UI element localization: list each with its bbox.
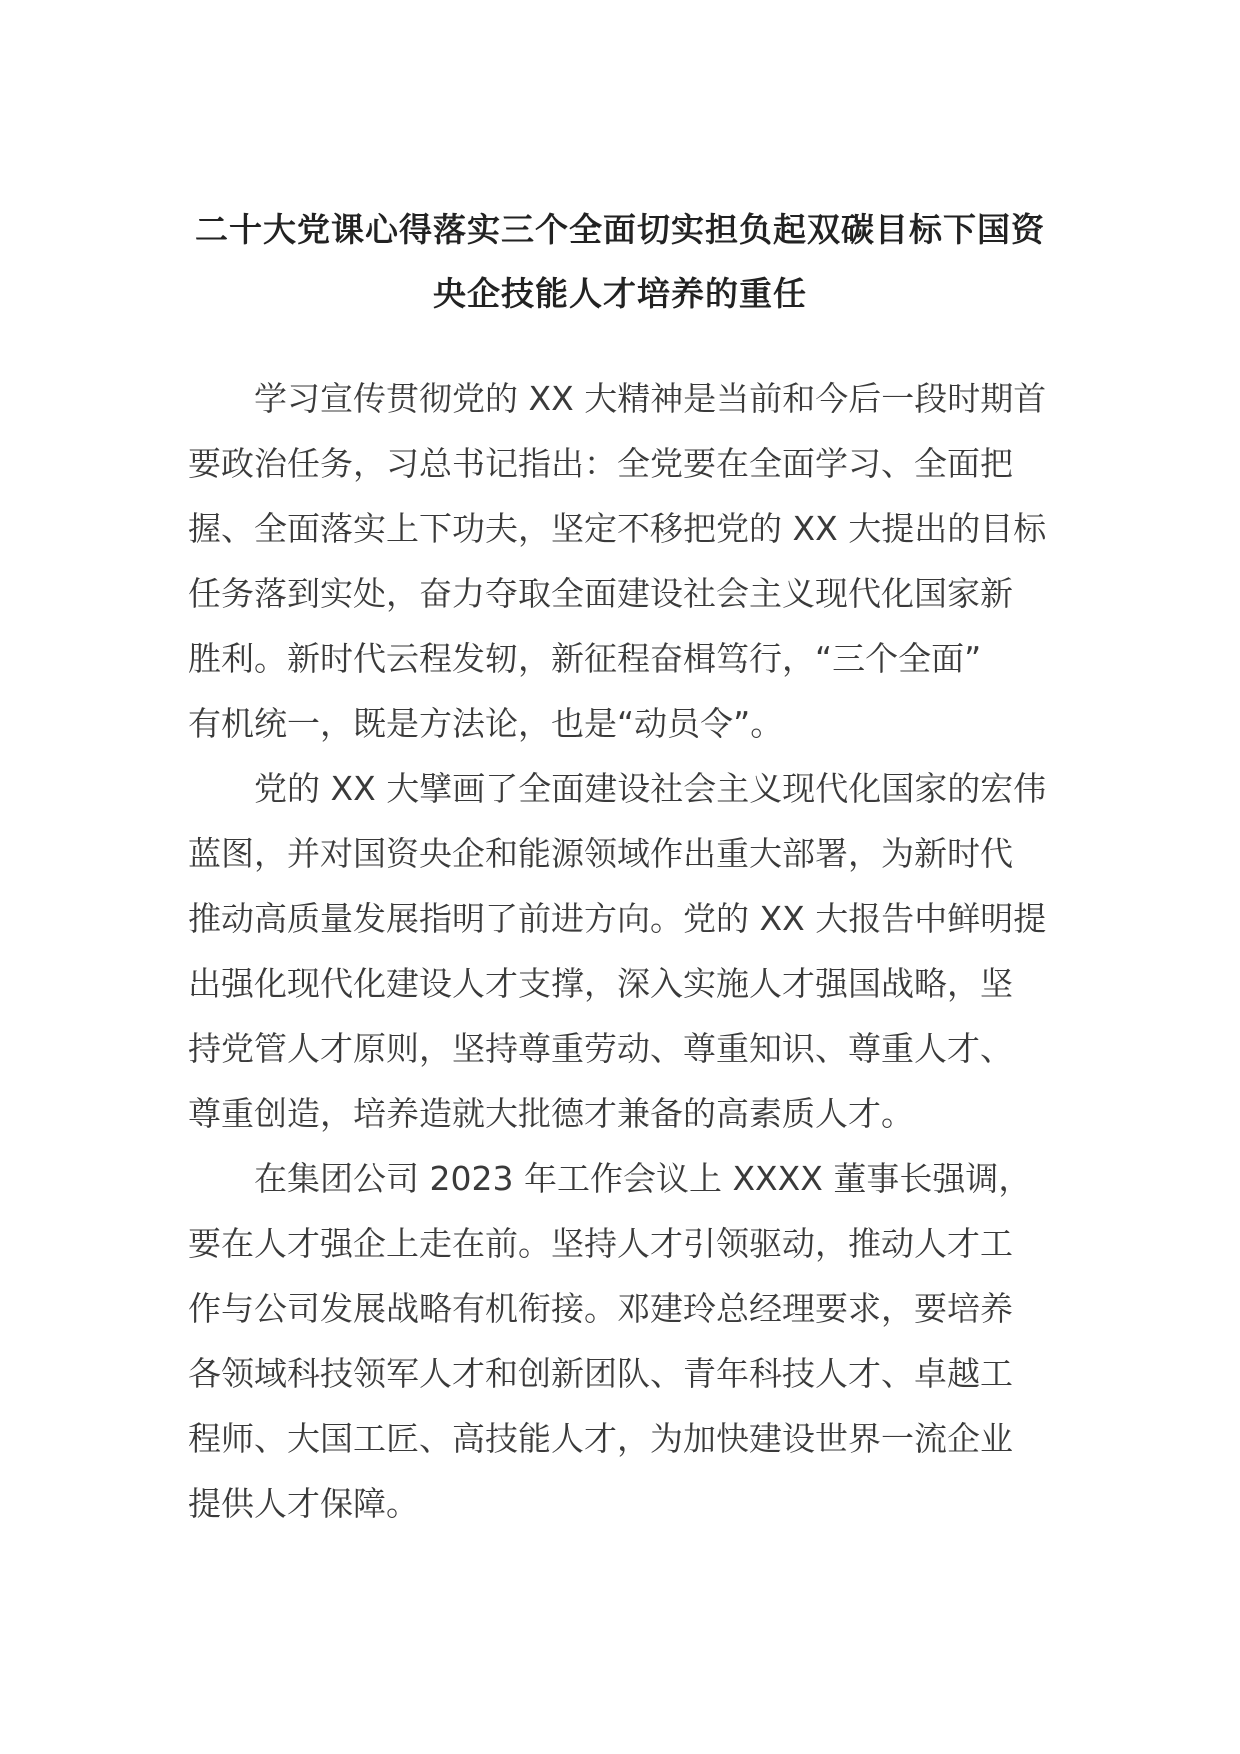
document-body [188,366,1068,1536]
paragraph-line: 要政治任务，习总书记指出：全党要在全面学习、全面把 [188,444,1013,483]
title-line: 央企技能人才培养的重任 [433,274,807,313]
paragraph-line: 程师、大国工匠、高技能人才，为加快建设世界一流企业 [188,1419,1013,1458]
paragraph-line: 尊重创造，培养造就大批德才兼备的高素质人才。 [188,1094,914,1133]
paragraph-line: 作与公司发展战略有机衔接。邓建玲总经理要求，要培养 [188,1289,1013,1328]
document-title [185,198,1055,326]
paragraph-1 [188,366,1068,756]
paragraph-line: 各领域科技领军人才和创新团队、青年科技人才、卓越工 [188,1354,1013,1393]
paragraph-line: 有机统一，既是方法论，也是“动员令”。 [188,704,784,743]
paragraph-line: 胜利。新时代云程发轫，新征程奋楫笃行，“三个全面” [188,639,982,678]
paragraph-line: 在集团公司 2023 年工作会议上 XXXX 董事长强调， [254,1159,1032,1198]
paragraph-line: 出强化现代化建设人才支撑，深入实施人才强国战略，坚 [188,964,1013,1003]
paragraph-2 [188,756,1068,1146]
paragraph-line: 蓝图，并对国资央企和能源领域作出重大部署，为新时代 [188,834,1013,873]
paragraph-line: 推动高质量发展指明了前进方向。党的 XX 大报告中鲜明提 [188,899,1047,938]
paragraph-line: 要在人才强企上走在前。坚持人才引领驱动，推动人才工 [188,1224,1013,1263]
paragraph-line: 提供人才保障。 [188,1484,419,1523]
paragraph-line: 党的 XX 大擘画了全面建设社会主义现代化国家的宏伟 [254,769,1047,808]
paragraph-3 [188,1146,1068,1536]
paragraph-line: 持党管人才原则，坚持尊重劳动、尊重知识、尊重人才、 [188,1029,1013,1068]
paragraph-line: 学习宣传贯彻党的 XX 大精神是当前和今后一段时期首 [254,379,1047,418]
paragraph-line: 任务落到实处，奋力夺取全面建设社会主义现代化国家新 [188,574,1013,613]
title-line: 二十大党课心得落实三个全面切实担负起双碳目标下国资 [195,210,1045,249]
paragraph-line: 握、全面落实上下功夫，坚定不移把党的 XX 大提出的目标 [188,509,1047,548]
